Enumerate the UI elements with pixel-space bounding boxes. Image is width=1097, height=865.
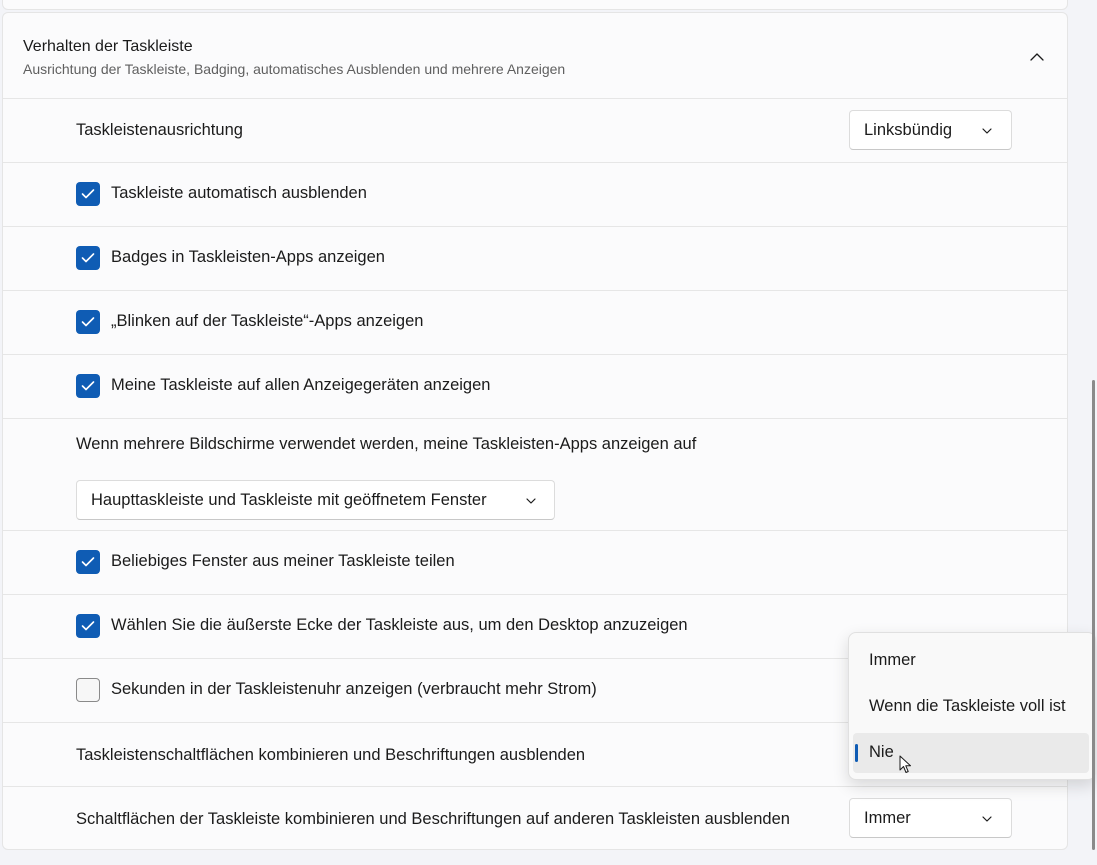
combine-label: Taskleistenschaltflächen kombinieren und Beschriftungen ausblenden — [76, 746, 586, 764]
checkmark-icon — [81, 620, 95, 632]
chevron-down-icon — [524, 494, 538, 508]
multi-display-label: Wenn mehrere Bildschirme verwendet werden, meine Taskleisten-Apps anzeigen auf — [76, 435, 697, 453]
badges-label: Badges in Taskleisten-Apps anzeigen — [111, 248, 385, 266]
option-when-full[interactable] — [853, 687, 1089, 727]
all-displays-row[interactable] — [3, 355, 1067, 419]
alignment-label: Taskleistenausrichtung — [76, 121, 243, 139]
alignment-row — [3, 99, 1067, 163]
share-window-row[interactable] — [3, 531, 1067, 595]
previous-card-edge — [2, 0, 1068, 10]
all-displays-checkbox[interactable] — [76, 374, 100, 398]
badges-checkbox[interactable] — [76, 246, 100, 270]
chevron-up-icon[interactable] — [1027, 47, 1047, 67]
flashing-checkbox[interactable] — [76, 310, 100, 334]
checkmark-icon — [81, 316, 95, 328]
vertical-scrollbar[interactable] — [1092, 380, 1095, 850]
combine-options-flyout — [848, 632, 1096, 780]
multi-display-dropdown[interactable] — [76, 480, 555, 520]
alignment-value: Linksbündig — [864, 121, 953, 139]
all-displays-label: Meine Taskleiste auf allen Anzeigegeräten anzeigen — [111, 376, 491, 394]
checkmark-icon — [81, 188, 95, 200]
option-always[interactable] — [853, 641, 1089, 681]
share-window-checkbox[interactable] — [76, 550, 100, 574]
chevron-down-icon — [980, 812, 994, 826]
clock-seconds-label: Sekunden in der Taskleistenuhr anzeigen (verbraucht mehr Strom) — [111, 680, 597, 698]
badges-row[interactable] — [3, 227, 1067, 291]
show-desktop-label: Wählen Sie die äußerste Ecke der Taskleiste aus, um den Desktop anzuzeigen — [111, 616, 688, 634]
multi-display-value: Haupttaskleiste und Taskleiste mit geöffnetem Fenster — [91, 491, 487, 509]
chevron-down-icon — [980, 124, 994, 138]
selection-indicator — [855, 744, 858, 762]
alignment-dropdown[interactable] — [849, 110, 1012, 150]
share-window-label: Beliebiges Fenster aus meiner Taskleiste teilen — [111, 552, 455, 570]
flashing-row[interactable] — [3, 291, 1067, 355]
combine-other-label: Schaltflächen der Taskleiste kombinieren und Beschriftungen auf anderen Taskleisten ausblenden — [76, 810, 790, 828]
section-title: Verhalten der Taskleiste — [23, 38, 193, 55]
checkmark-icon — [81, 380, 95, 392]
checkmark-icon — [81, 252, 95, 264]
combine-other-row — [3, 787, 1067, 850]
clock-seconds-checkbox[interactable] — [76, 678, 100, 702]
combine-other-dropdown[interactable] — [849, 798, 1012, 838]
option-label: Immer — [869, 651, 916, 669]
auto-hide-checkbox[interactable] — [76, 182, 100, 206]
option-label: Wenn die Taskleiste voll ist — [869, 697, 1066, 715]
auto-hide-row[interactable] — [3, 163, 1067, 227]
multi-display-row — [3, 419, 1067, 531]
auto-hide-label: Taskleiste automatisch ausblenden — [111, 184, 367, 202]
show-desktop-checkbox[interactable] — [76, 614, 100, 638]
checkmark-icon — [81, 556, 95, 568]
section-subtitle: Ausrichtung der Taskleiste, Badging, automatisches Ausblenden und mehrere Anzeigen — [23, 61, 566, 77]
mouse-cursor-icon — [899, 755, 913, 775]
combine-other-value: Immer — [864, 809, 911, 827]
option-never[interactable] — [853, 733, 1089, 773]
option-label: Nie — [869, 743, 894, 761]
flashing-label: „Blinken auf der Taskleiste“-Apps anzeigen — [111, 312, 424, 330]
taskbar-behavior-header[interactable] — [3, 13, 1067, 99]
